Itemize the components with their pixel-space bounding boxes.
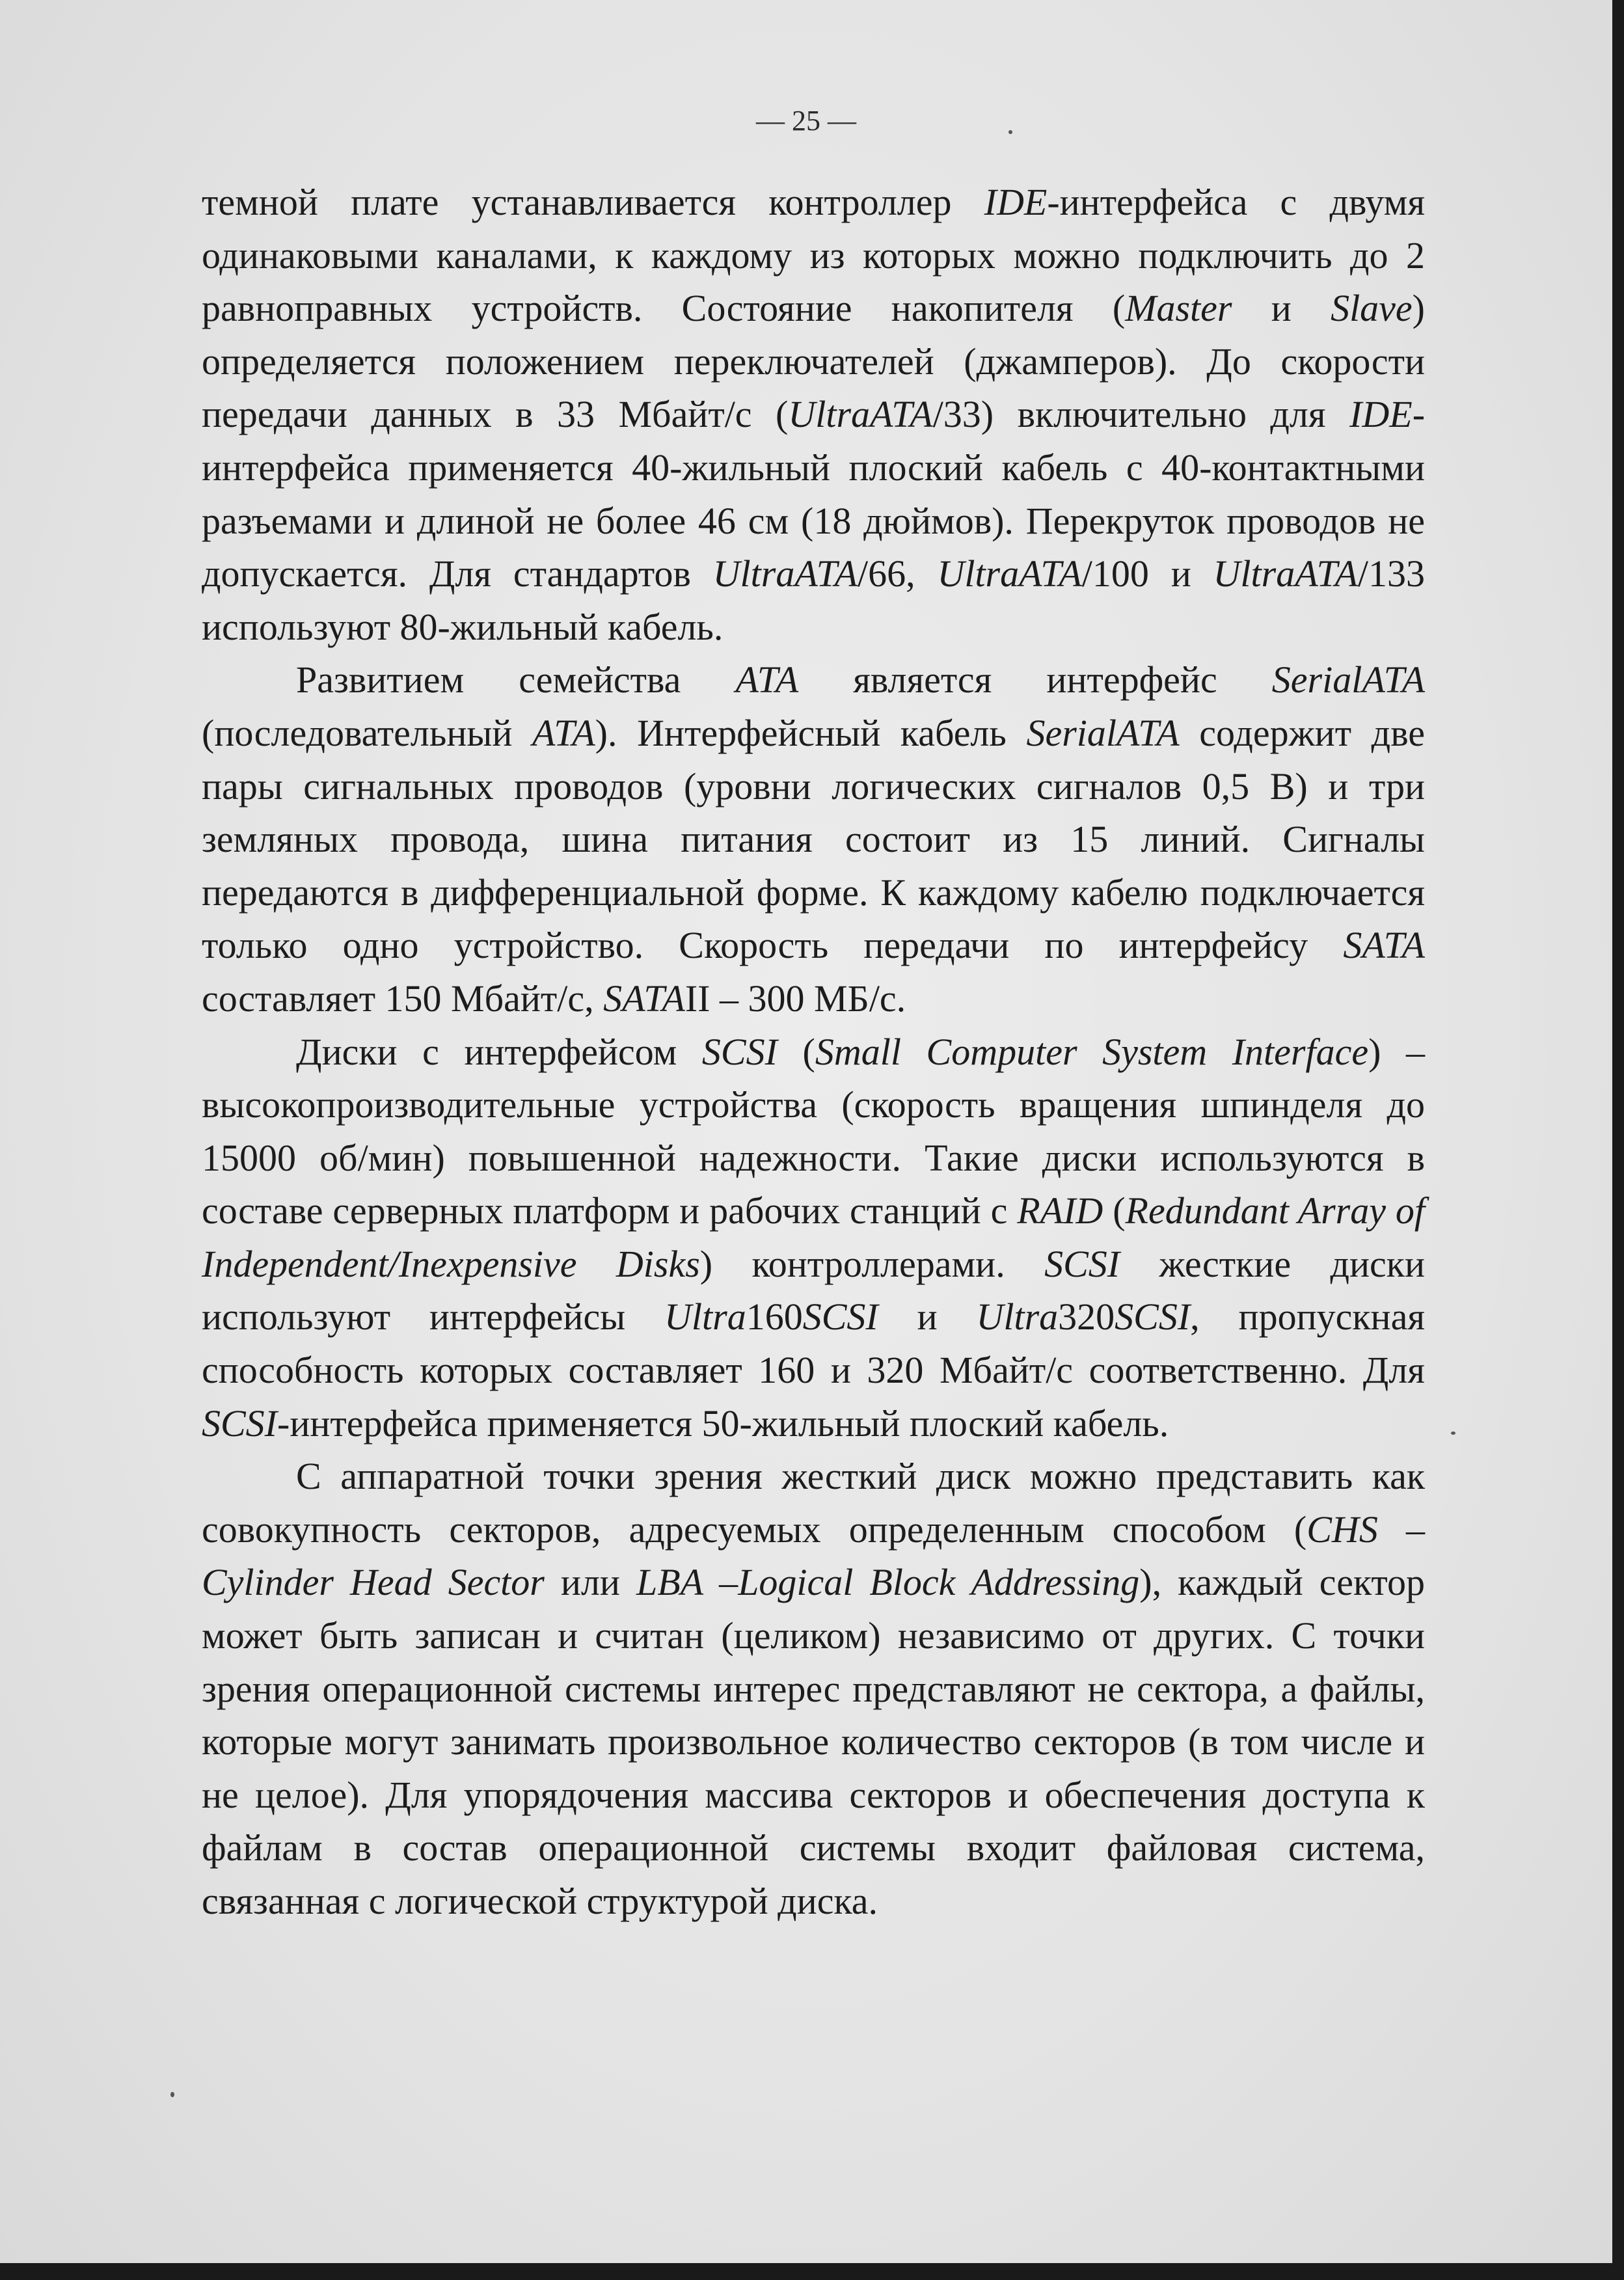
italic-term: Small Computer System Interface bbox=[815, 1030, 1369, 1073]
text-run: и bbox=[1232, 287, 1331, 330]
italic-term: IDE bbox=[1349, 393, 1413, 436]
text-run: Развитием семейства bbox=[296, 658, 736, 701]
text-run: -интерфейса с двумя одинаковыми каналами, к каждому из которых можно подключить до 2 равноправных устройств. Состояние накопителя ( bbox=[202, 181, 1426, 330]
paragraph-serial-ata bbox=[202, 653, 1425, 1025]
text-run: является интерфейс bbox=[798, 658, 1272, 701]
body-text bbox=[202, 176, 1425, 1928]
text-run: Диски с интерфейсом bbox=[296, 1030, 702, 1073]
italic-term: SATA bbox=[603, 977, 685, 1020]
italic-term: SATA bbox=[1343, 924, 1425, 967]
italic-term: Redundant Array of Independent/Inexpensive Disks bbox=[202, 1189, 1425, 1285]
italic-term: ATA bbox=[532, 711, 595, 754]
text-run: ) контроллерами. bbox=[699, 1242, 1045, 1285]
text-run: II – 300 МБ/с. bbox=[684, 977, 906, 1020]
paragraph-scsi bbox=[202, 1025, 1425, 1450]
text-run: содержит две пары сигнальных проводов (уровни логических сигналов 0,5 В) и три земляных провода, шина питания состоит из 15 линий. Сигналы передаются в дифференциальной форме. К каждому кабелю подключается только одно устройство. Скорость передачи по интерфейсу bbox=[202, 711, 1425, 967]
italic-term: ATA bbox=[735, 658, 799, 701]
italic-term: Ultra bbox=[976, 1296, 1059, 1338]
text-run: ) – высокопроизводительные устройства (скорость вращения шпинделя до 15000 об/мин) повышенной надежности. Такие диски используются в составе серверных платформ и рабочих станций с bbox=[202, 1030, 1425, 1232]
text-run: 160 bbox=[746, 1296, 803, 1338]
paragraph-ide bbox=[202, 176, 1425, 653]
text-run: , пропускная способность которых составляет 160 и 320 Мбайт/с соответственно. Для bbox=[202, 1296, 1425, 1392]
text-run: ( bbox=[1103, 1189, 1126, 1232]
italic-term: CHS – Cylinder Head Sector bbox=[202, 1508, 1425, 1604]
italic-term: SerialATA bbox=[1271, 658, 1425, 701]
text-run: /66, bbox=[858, 552, 938, 595]
italic-term: SCSI bbox=[802, 1296, 878, 1338]
italic-term: Ultra bbox=[664, 1296, 746, 1338]
text-run: С аппаратной точки зрения жесткий диск можно представить как совокупность секторов, адресуемых определенным способом ( bbox=[202, 1455, 1425, 1551]
text-run: или bbox=[544, 1561, 636, 1604]
scan-speck bbox=[170, 2092, 174, 2097]
italic-term: RAID bbox=[1017, 1189, 1103, 1232]
paragraph-hard-disk-sectors bbox=[202, 1450, 1425, 1927]
text-run: (последовательный bbox=[202, 711, 532, 754]
text-run: /133 используют 80-жильный кабель. bbox=[202, 552, 1425, 648]
text-run: /100 и bbox=[1081, 552, 1213, 595]
italic-term: SCSI bbox=[1044, 1242, 1120, 1285]
text-run: 320 bbox=[1058, 1296, 1115, 1338]
text-run: ( bbox=[777, 1030, 815, 1073]
text-run: ). Интерфейсный кабель bbox=[595, 711, 1027, 754]
italic-term: SerialATA bbox=[1026, 711, 1180, 754]
italic-term: UltraATA bbox=[937, 552, 1082, 595]
italic-term: SCSI bbox=[701, 1030, 778, 1073]
text-run: -интерфейса применяется 40-жильный плоский кабель с 40-контактными разъемами и длиной не более 46 см (18 дюймов). Перекруток проводов не допускается. Для стандартов bbox=[202, 393, 1426, 595]
italic-term: IDE bbox=[984, 181, 1048, 223]
text-run: /33) включительно для bbox=[932, 393, 1350, 436]
italic-term: LBA –Logical Block Addressing bbox=[636, 1561, 1140, 1604]
italic-term: UltraATA bbox=[788, 393, 933, 436]
scan-speck bbox=[1008, 130, 1012, 134]
text-run: темной плате устанавливается контроллер bbox=[202, 181, 984, 223]
italic-term: SCSI bbox=[1115, 1296, 1191, 1338]
italic-term: UltraATA bbox=[1213, 552, 1358, 595]
italic-term: UltraATA bbox=[712, 552, 858, 595]
page-number: — 25 — bbox=[756, 105, 856, 137]
scan-speck bbox=[1451, 1432, 1455, 1435]
italic-term: SCSI bbox=[202, 1402, 277, 1445]
text-run: жесткие диски используют интерфейсы bbox=[202, 1242, 1426, 1338]
italic-term: Master bbox=[1125, 287, 1232, 330]
italic-term: Slave bbox=[1331, 287, 1413, 330]
text-run: -интерфейса применяется 50-жильный плоский кабель. bbox=[277, 1402, 1169, 1445]
text-run: составляет 150 Мбайт/с, bbox=[202, 977, 604, 1020]
text-run: и bbox=[878, 1296, 977, 1338]
text-run: ), каждый сектор может быть записан и считан (целиком) независимо от других. С точки зрения операционной системы интерес представляют не сектора, а файлы, которые могут занимать произвольное количество секторов (в том числе и не целое). Для упорядочения массива секторов и обеспечения доступа к файлам в состав операционной системы входит файловая система, связанная с логической структурой диска. bbox=[202, 1561, 1425, 1922]
text-run: ) определяется положением переключателей (джамперов). До скорости передачи данных в 33 Мбайт/с ( bbox=[202, 287, 1425, 436]
